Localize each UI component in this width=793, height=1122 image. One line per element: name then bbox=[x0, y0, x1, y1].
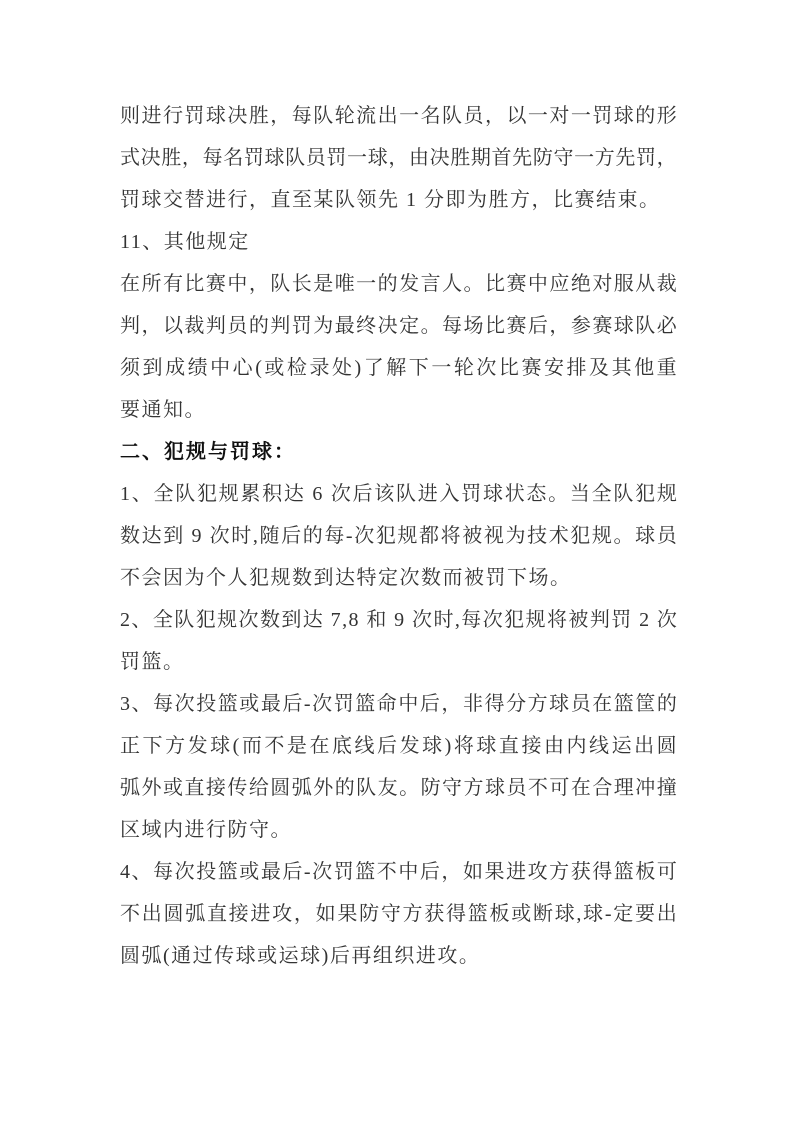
text-line: 式 决 胜 ， 每 名 罚 球 队 员 罚 一 球 ， 由 决 胜 期 首 先 防 守 一 方 先 罚 ， bbox=[120, 147, 677, 169]
text-line: 正 下 方 发 球 ( 而 不 是 在 底 线 后 发 球 ) 将 球 直 接 由 内 线 运 出 圆 bbox=[120, 735, 677, 757]
paragraph-rule-4 bbox=[120, 851, 677, 977]
section-title: 二、犯规与罚球： bbox=[120, 441, 296, 463]
text-line: 圆弧(通过传球或运球)后再组织进攻。 bbox=[120, 945, 481, 967]
text-line: 则 进 行 罚 球 决 胜 ， 每 队 轮 流 出 一 名 队 员 ， 以 一 对 一 罚 球 的 形 bbox=[120, 105, 677, 127]
text-line: 在 所 有 比 赛 中 ， 队 长 是 唯 一 的 发 言 人 。 比 赛 中 应 绝 对 服 从 裁 bbox=[120, 273, 677, 295]
text-line: 4 、 每 次 投 篮 或 最 后 - 次 罚 篮 不 中 后 ， 如 果 进 攻 方 获 得 篮 板 可 bbox=[120, 861, 677, 883]
text-line: 须 到 成 绩 中 心 ( 或 检 录 处 ) 了 解 下 一 轮 次 比 赛 安 排 及 其 他 重 bbox=[120, 357, 677, 379]
paragraph-rule-3 bbox=[120, 683, 677, 851]
text-line: 不 出 圆 弧 直 接 进 攻 ， 如 果 防 守 方 获 得 篮 板 或 断 球 , 球 - 定 要 出 bbox=[120, 903, 677, 925]
text-line: 弧 外 或 直 接 传 给 圆 弧 外 的 队 友 。 防 守 方 球 员 不 可 在 合 理 冲 撞 bbox=[120, 777, 677, 799]
text-line: 罚球交替进行，直至某队领先 1 分即为胜方，比赛结束。 bbox=[120, 189, 661, 211]
paragraph-rule-1 bbox=[120, 473, 677, 599]
text-line: 1 、 全 队 犯 规 累 积 达 6 次 后 该 队 进 入 罚 球 状 态 。 当 全 队 犯 规 bbox=[120, 483, 677, 505]
text-line: 3 、 每 次 投 篮 或 最 后 - 次 罚 篮 命 中 后 ， 非 得 分 方 球 员 在 篮 筐 的 bbox=[120, 693, 677, 715]
subsection-title: 11、其他规定 bbox=[120, 231, 250, 253]
paragraph-rule-2 bbox=[120, 599, 677, 683]
text-line: 区域内进行防守。 bbox=[120, 819, 292, 841]
paragraph-other-rules-body bbox=[120, 263, 677, 431]
paragraph-section-heading bbox=[120, 431, 677, 473]
paragraph-other-rules-heading bbox=[120, 221, 677, 263]
text-line: 罚篮。 bbox=[120, 651, 185, 673]
document-content bbox=[120, 95, 677, 977]
text-line: 判 ， 以 裁 判 员 的 判 罚 为 最 终 决 定 。 每 场 比 赛 后 ， 参 赛 球 队 必 bbox=[120, 315, 677, 337]
text-line: 要通知。 bbox=[120, 399, 206, 421]
text-line: 不会因为个人犯规数到达特定次数而被罚下场。 bbox=[120, 567, 572, 589]
paragraph-free-throw-tiebreak bbox=[120, 95, 677, 221]
text-line: 2 、 全 队 犯 规 次 数 到 达 7 , 8 和 9 次 时 , 每 次 犯 规 将 被 判 罚 2 次 bbox=[120, 609, 677, 631]
text-line: 数 达 到 9 次 时 , 随 后 的 每 - 次 犯 规 都 将 被 视 为 技 术 犯 规 。 球 员 bbox=[120, 525, 677, 547]
